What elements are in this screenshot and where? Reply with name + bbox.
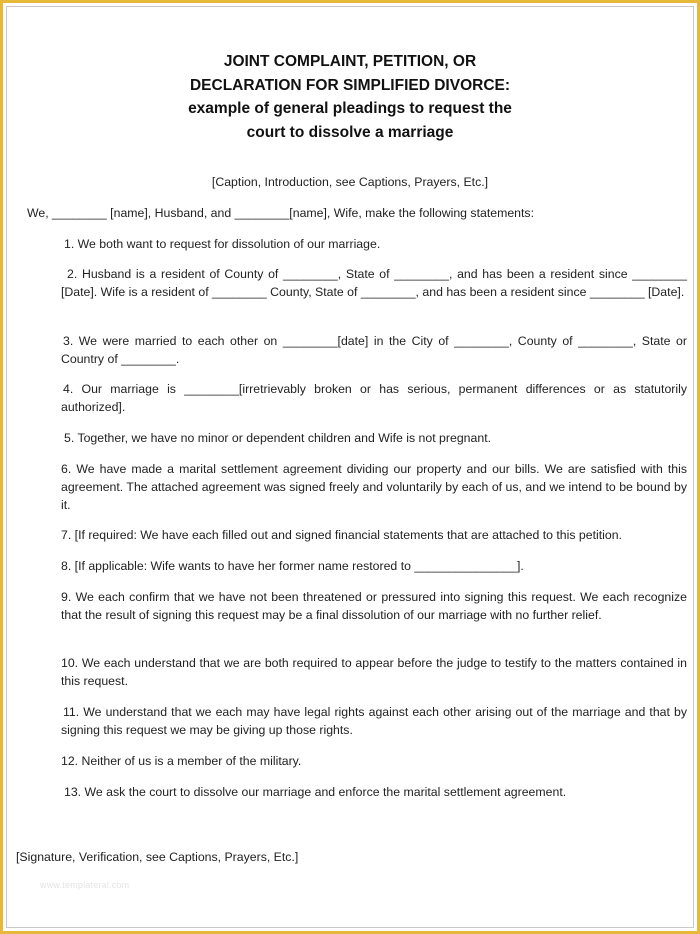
paragraph-2: 2. Husband is a resident of County of ________, State of ________, and has been a resident since ________ [Date]. Wife is a resident of ________ County, State of ________, and has been a resident since ________ [Date]. — [61, 267, 687, 299]
document-title — [0, 50, 700, 144]
paragraph-10: 10. We each understand that we are both required to appear before the judge to testify to the matters contained in this request. — [61, 656, 687, 688]
title-line-1: JOINT COMPLAINT, PETITION, OR — [223, 53, 477, 70]
paragraph-7: 7. [If required: We have each filled out and signed financial statements that are attached to this petition. — [61, 528, 622, 542]
title-line-3: example of general pleadings to request the — [188, 100, 512, 117]
paragraph-6: 6. We have made a marital settlement agreement dividing our property and our bills. We are satisfied with this agreement. The attached agreement was signed freely and voluntarily by each of us, and we intend to be bound by it. — [61, 462, 687, 512]
title-line-4: court to dissolve a marriage — [246, 123, 454, 141]
paragraph-12: 12. Neither of us is a member of the military. — [61, 754, 302, 768]
paragraph-13: 13. We ask the court to dissolve our marriage and enforce the marital settlement agreement. — [64, 785, 567, 799]
paragraph-1: 1. We both want to request for dissolution of our marriage. — [64, 237, 381, 251]
paragraph-4: 4. Our marriage is ________[irretrievably broken or has serious, permanent differences or as statutorily authorized]. — [61, 382, 687, 414]
title-line-2: DECLARATION FOR SIMPLIFIED DIVORCE: — [189, 76, 511, 94]
paragraph-11: 11. We understand that we each may have legal rights against each other arising out of the marriage and that by signing this request we may be giving up those rights. — [61, 705, 687, 737]
paragraph-9: 9. We each confirm that we have not been threatened or pressured into signing this request. We each recognize that the result of signing this request may be a final dissolution of our marriage with no further relief. — [61, 590, 687, 622]
caption-note: [Caption, Introduction, see Captions, Prayers, Etc.] — [211, 175, 489, 189]
paragraph-5: 5. Together, we have no minor or dependent children and Wife is not pregnant. — [64, 431, 492, 445]
intro-statement: We, ________ [name], Husband, and ________[name], Wife, make the following statements: — [27, 206, 534, 220]
watermark-text: www.templateral.com — [40, 880, 130, 890]
paragraph-8: 8. [If applicable: Wife wants to have her former name restored to _______________]. — [61, 559, 524, 573]
paragraph-3: 3. We were married to each other on ________[date] in the City of ________, County of ________, State or Country of ________. — [61, 334, 687, 366]
signature-note: [Signature, Verification, see Captions, Prayers, Etc.] — [16, 850, 299, 864]
